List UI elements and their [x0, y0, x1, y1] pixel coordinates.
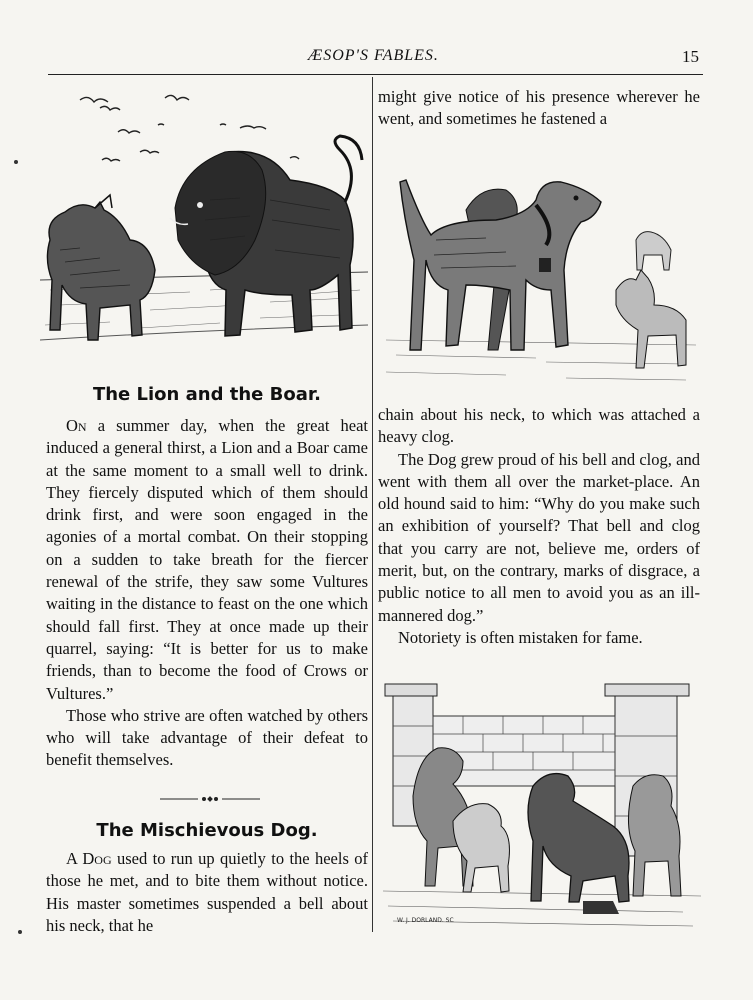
dog-bell-engraving: [386, 140, 696, 385]
fable-lion-boar-paragraph: [46, 415, 368, 705]
margin-speck: [18, 930, 22, 934]
fable-dog-text-start: [46, 848, 368, 937]
fable-dog-moral: Notoriety is often mistaken for fame.: [398, 627, 643, 647]
lion-boar-illustration: [40, 90, 368, 370]
drop-word: On: [66, 416, 87, 435]
section-ornament: [160, 794, 260, 804]
running-title: ÆSOP'S FABLES.: [308, 47, 439, 64]
fable-lion-boar-text: [46, 415, 368, 772]
fable-dog-continuation-top: [378, 86, 700, 131]
paragraph-body: used to run up quietly to the heels of those he met, and to bite them without notice. His master sometimes suspended a bell about his neck, that he: [46, 849, 368, 935]
margin-speck: [14, 160, 18, 164]
paragraph-body: a summer day, when the great heat induced a general thirst, a Lion and a Boar came at the same moment to a small well to drink. They fiercely disputed which of them should drink first, and were soon engaged in the agonies of a mortal combat. On their stopping on a sudden to take breath for the fiercer renewal of the strife, they saw some Vultures waiting in the distance to feast on the one which should fall first. They at once made up their quarrel, saying: “It is better for us to make friends, than to become the food of Crows or Vultures.”: [46, 416, 368, 703]
column-divider: [372, 77, 373, 932]
engraver-signature: W. J. DORLAND. SC: [397, 917, 454, 924]
dog-with-bell-illustration: [386, 140, 696, 385]
continuation-mid-text: chain about his neck, to which was attached a heavy clog.: [378, 405, 700, 447]
fable-dog-continuation: [378, 404, 700, 649]
running-head: [48, 47, 703, 69]
fable-lion-boar-moral: Those who strive are often watched by others who will take advantage of their defeat to benefit themselves.: [46, 705, 368, 770]
old-hound-paragraph: The Dog grew proud of his bell and clog, and went with them all over the market-place. An old hound said to him: “Why do you make such an exhibition of yourself? That bell and clog that you carry are not, believe me, orders of merit, but, on the contrary, marks of disgrace, a public notice to all men to avoid you as an ill-mannered dog.”: [378, 449, 700, 625]
continuation-top-text: might give notice of his presence wherever he went, and sometimes he fastened a: [378, 87, 700, 129]
page-number: 15: [682, 47, 699, 66]
header-rule: [48, 74, 703, 75]
fable-title-mischievous-dog: The Mischievous Dog.: [96, 820, 318, 841]
drop-word: A Dog: [66, 849, 112, 868]
fable-title-lion-boar: The Lion and the Boar.: [92, 384, 322, 405]
lion-boar-engraving: [40, 90, 368, 370]
dogs-by-wall-illustration: [383, 676, 701, 931]
dogs-wall-engraving: [383, 676, 701, 931]
fable-dog-paragraph: [46, 848, 368, 937]
